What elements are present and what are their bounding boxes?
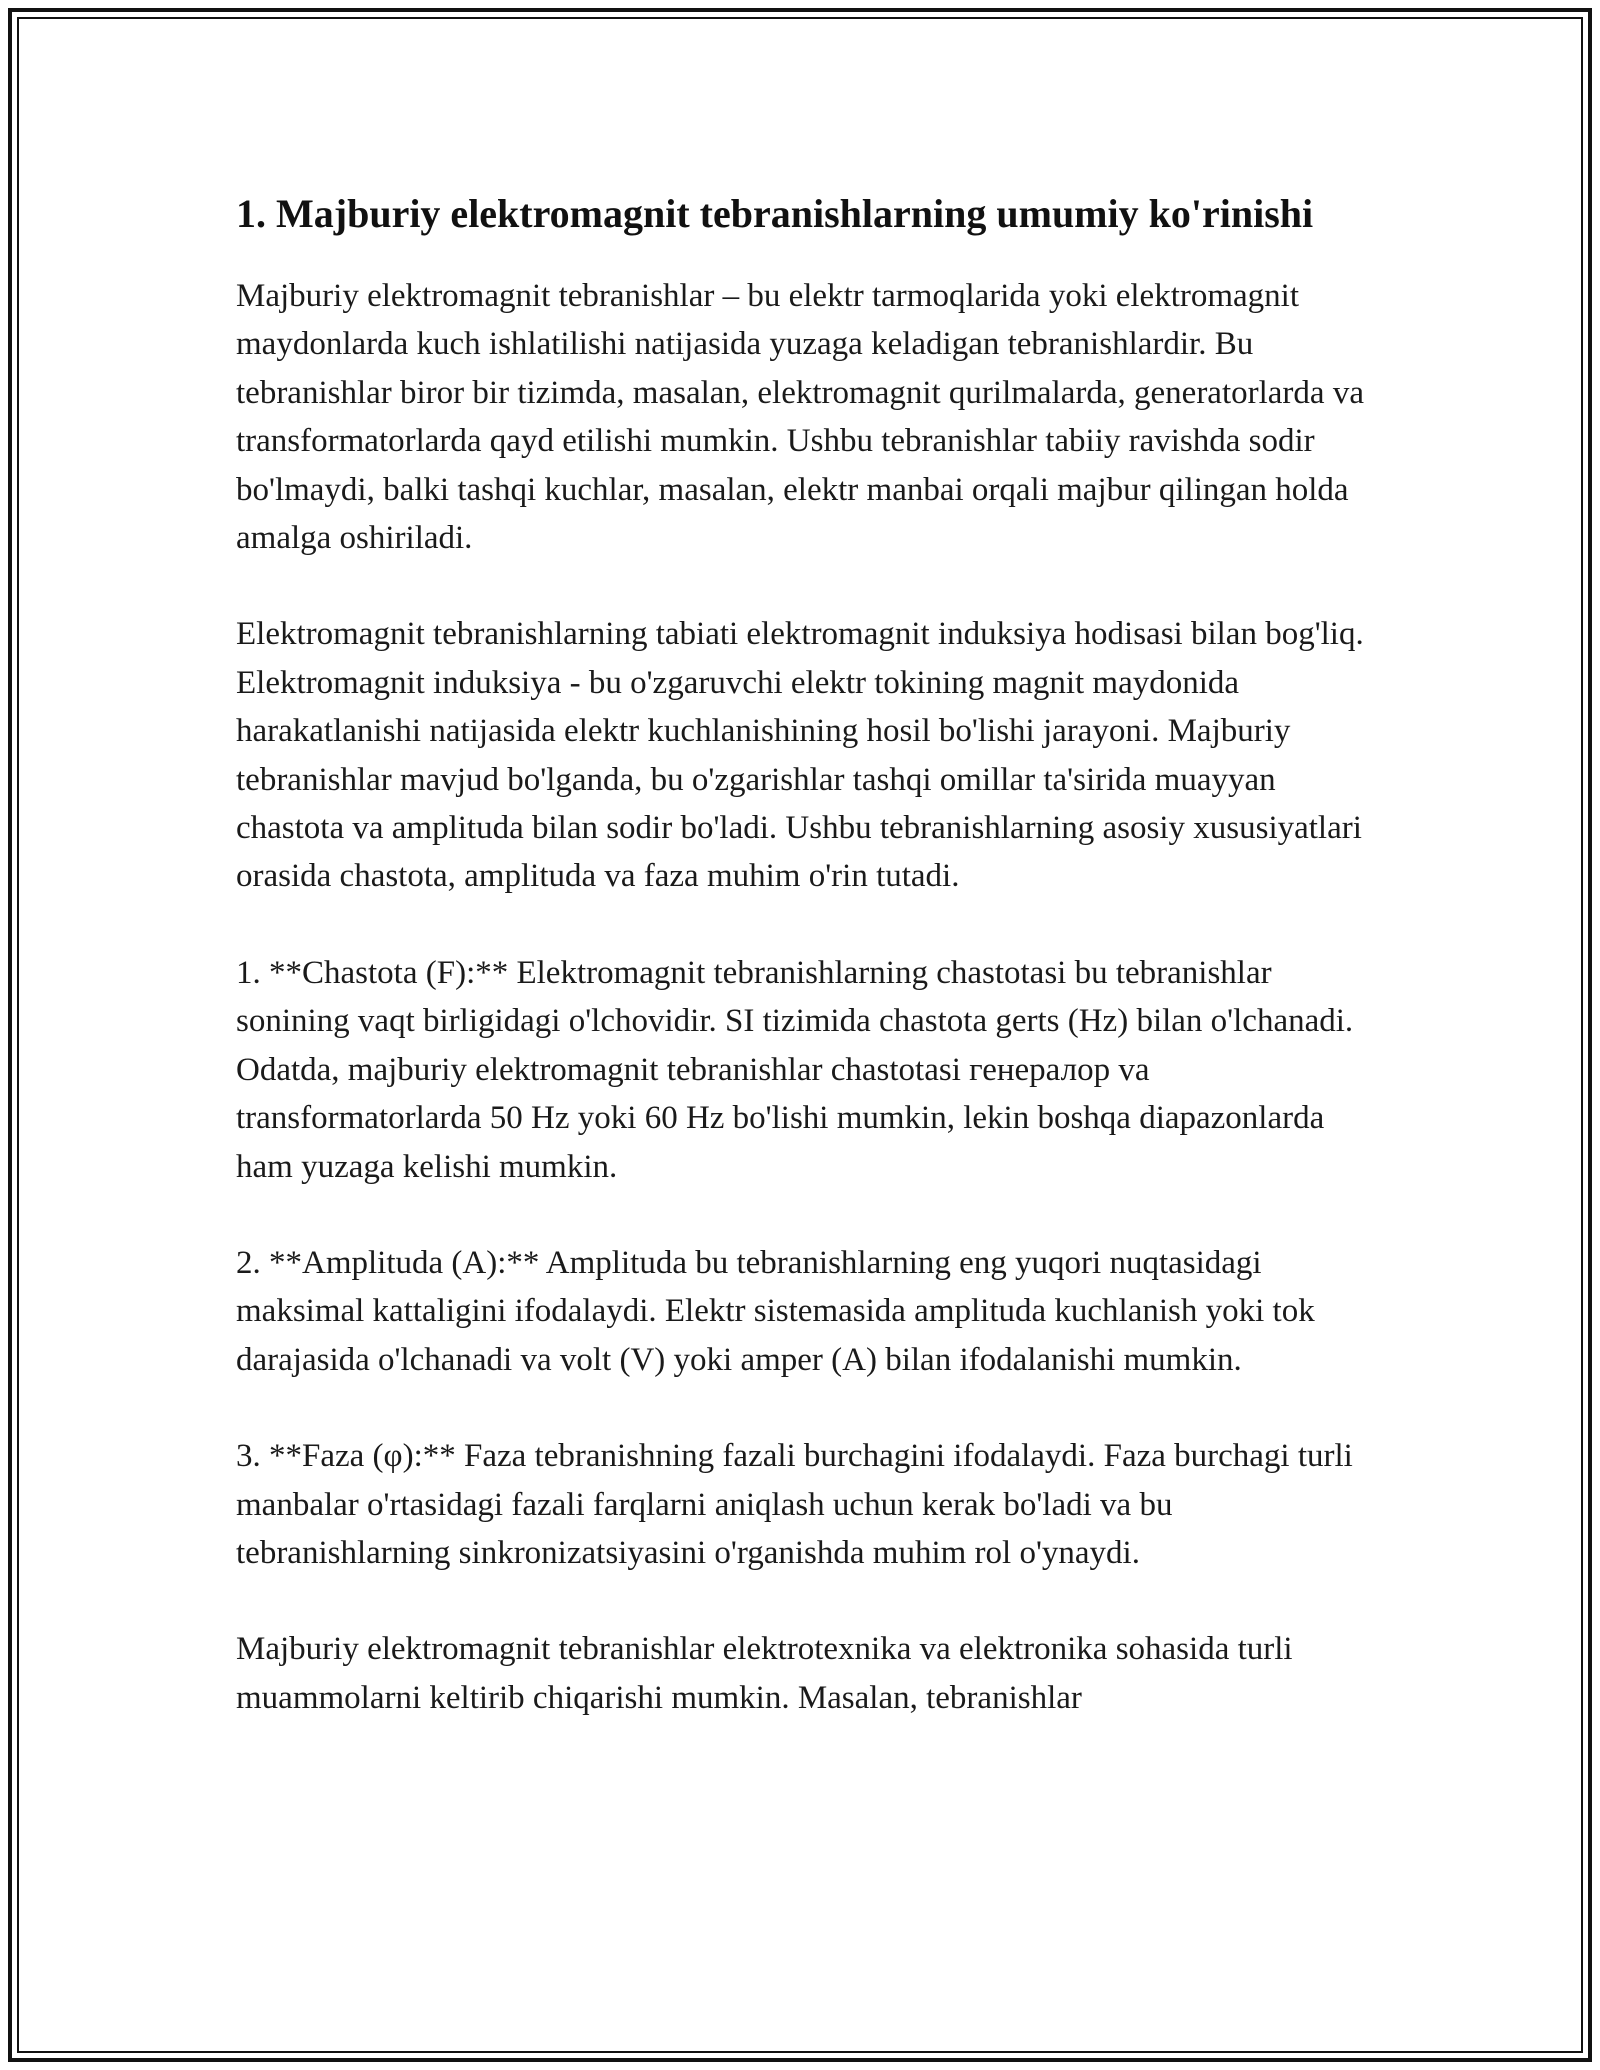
paragraph-amplitude: 2. **Amplituda (A):** Amplituda bu tebranishlarning eng yuqori nuqtasidagi maksimal kattaligini ifodalaydi. Elektr sistemasida amplituda kuchlanish yoki tok darajasida o'lchanadi va volt (V) yoki amper (A) bilan ifodalanishi mumkin.: [236, 1244, 1315, 1378]
paragraph-phase: 3. **Faza (φ):** Faza tebranishning fazali burchagini ifodalaydi. Faza burchagi turli manbalar o'rtasidagi fazali farqlarni aniqlash uchun kerak bo'ladi va bu tebranishlarning sinkronizatsiyasini o'rganishda muhim rol o'ynaydi.: [236, 1438, 1353, 1571]
paragraph-intro: Majburiy elektromagnit tebranishlar – bu elektr tarmoqlarida yoki elektromagnit maydonlarda kuch ishlatilishi natijasida yuzaga keladigan tebranishlardir. Bu tebranishlar biror bir tizimda, masalan, elektromagnit qurilmalarda, generatorlarda va transformatorlarda qayd etilishi mumkin. Ushbu tebranishlar tabiiy ravishda sodir bo'lmaydi, balki tashqi kuchlar, masalan, elektr manbai orqali majbur qilingan holda amalga oshiriladi.: [236, 278, 1364, 557]
paragraph-conclusion: Majburiy elektromagnit tebranishlar elektrotexnika va elektronika sohasida turli muammolarni keltirib chiqarishi mumkin. Masalan, tebranishlar: [236, 1631, 1293, 1716]
paragraph-frequency: 1. **Chastota (F):** Elektromagnit tebranishlarning chastotasi bu tebranishlar sonining vaqt birligidagi o'lchovidir. SI tizimida chastota gerts (Hz) bilan o'lchanadi. Odatda, majburiy elektromagnit tebranishlar chastotasi генералор va transformatorlarda 50 Hz yoki 60 Hz bo'lishi mumkin, lekin boshqa diapazonlarda ham yuzaga kelishi mumkin.: [236, 954, 1354, 1185]
section-heading: 1. Majburiy elektromagnit tebranishlarning umumiy ko'rinishi: [236, 191, 1314, 236]
paragraph-induction: Elektromagnit tebranishlarning tabiati elektromagnit induksiya hodisasi bilan bog'liq. Elektromagnit induksiya - bu o'zgaruvchi elektr tokining magnit maydonida harakatlanishi natijasida elektr kuchlanishining hosil bo'lishi jarayoni. Majburiy tebranishlar mavjud bo'lganda, bu o'zgarishlar tashqi omillar ta'sirida muayyan chastota va amplituda bilan sodir bo'ladi. Ushbu tebranishlarning asosiy xususiyatlari orasida chastota, amplituda va faza muhim o'rin tutadi.: [236, 616, 1364, 895]
document-body: [236, 186, 1376, 1770]
